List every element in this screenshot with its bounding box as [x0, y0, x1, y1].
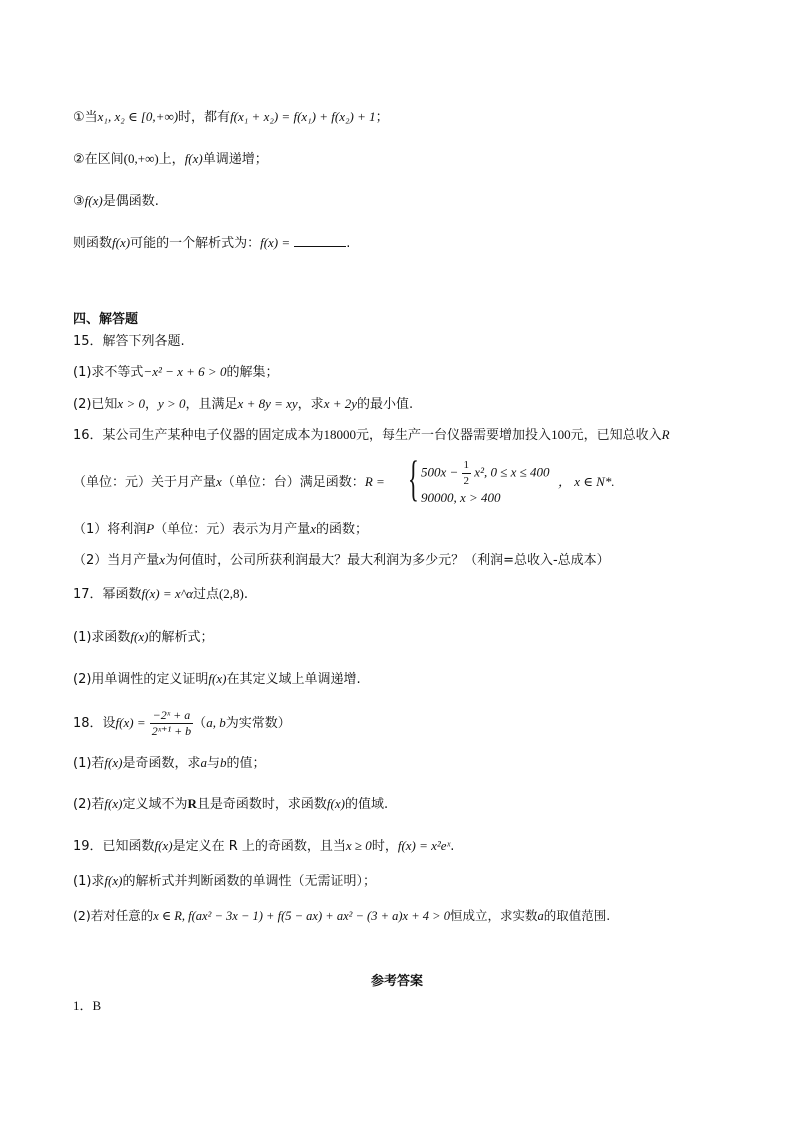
q16-line1: 16．某公司生产某种电子仪器的固定成本为18000元，每生产一台仪器需要增加投入100元，已知总收入R — [73, 427, 670, 443]
condition-1: ①当x₁, x₂ ∈ [0,+∞)时，都有f(x₁ + x₂) = f(x₁) + f(x₂) + 1； — [73, 109, 389, 125]
q16-domain: ， x ∈ N*. — [558, 474, 615, 489]
q15-part1: (1)求不等式−x² − x + 6 > 0的解集； — [73, 364, 279, 380]
q15-title: 15．解答下列各题. — [73, 334, 185, 349]
q16-part2: （2）当月产量x为何值时，公司所获利润最大？最大利润为多少元？（利润=总收入-总成本） — [73, 552, 610, 568]
q19-title: 19．已知函数f(x)是定义在 R 上的奇函数，且当x ≥ 0时，f(x) = x²eˣ. — [73, 838, 455, 854]
q18-part2: (2)若f(x)定义域不为R且是奇函数时，求函数f(x)的值域. — [73, 796, 389, 812]
section-heading: 四、解答题 — [73, 312, 139, 327]
q17-part2: (2)用单调性的定义证明f(x)在其定义域上单调递增. — [73, 671, 361, 687]
answers-heading: 参考答案 — [370, 974, 423, 989]
q18-title: 18．设f(x) = $\frac{\text{−2ˣ + a}}{\text{2ˣ⁺¹ + b}}$ （a, b为实常数） — [73, 708, 291, 738]
condition-3: ③f(x)是偶函数. — [73, 193, 159, 209]
q18-fraction: $\frac{\text{−2ˣ + a}}{\text{2ˣ⁺¹ + b}}$ — [151, 708, 192, 738]
q15-part2: (2)已知x > 0，y > 0，且满足x + 8y = xy，求x + 2y的最小值. — [73, 396, 414, 412]
q17-part1: (1)求函数f(x)的解析式； — [73, 629, 214, 645]
q16-part1: （1）将利润P（单位：元）表示为月产量x的函数； — [73, 521, 369, 537]
condition-conclusion: 则函数f(x)可能的一个解析式为：f(x) = . — [73, 232, 350, 254]
q16-line2: （单位：元）关于月产量x（单位：台）满足函数：R = — [73, 474, 385, 490]
piecewise-case-2: 90000, x > 400 — [421, 490, 501, 505]
piecewise-case-1: 500x − $\frac{1}{2}$ x², 0 ≤ x ≤ 400 — [421, 459, 550, 487]
answer-blank — [294, 232, 346, 247]
q18-part1: (1)若f(x)是奇函数，求a与b的值； — [73, 755, 266, 771]
piecewise-brace: { — [408, 450, 419, 506]
condition-2: ②在区间(0,+∞)上，f(x)单调递增； — [73, 151, 268, 167]
answer-1: 1．B — [73, 998, 102, 1013]
q19-part1: (1)求f(x)的解析式并判断函数的单调性（无需证明）； — [73, 873, 376, 889]
q17-title: 17．幂函数f(x) = x^α过点(2,8). — [73, 586, 249, 602]
fraction-half: $\frac{1}{2}$ — [463, 459, 470, 487]
q19-part2: (2)若对任意的x ∈ R, f(ax² − 3x − 1) + f(5 − ax) + ax² − (3 + a)x + 4 > 0恒成立，求实数a的取值范围. — [73, 908, 611, 923]
